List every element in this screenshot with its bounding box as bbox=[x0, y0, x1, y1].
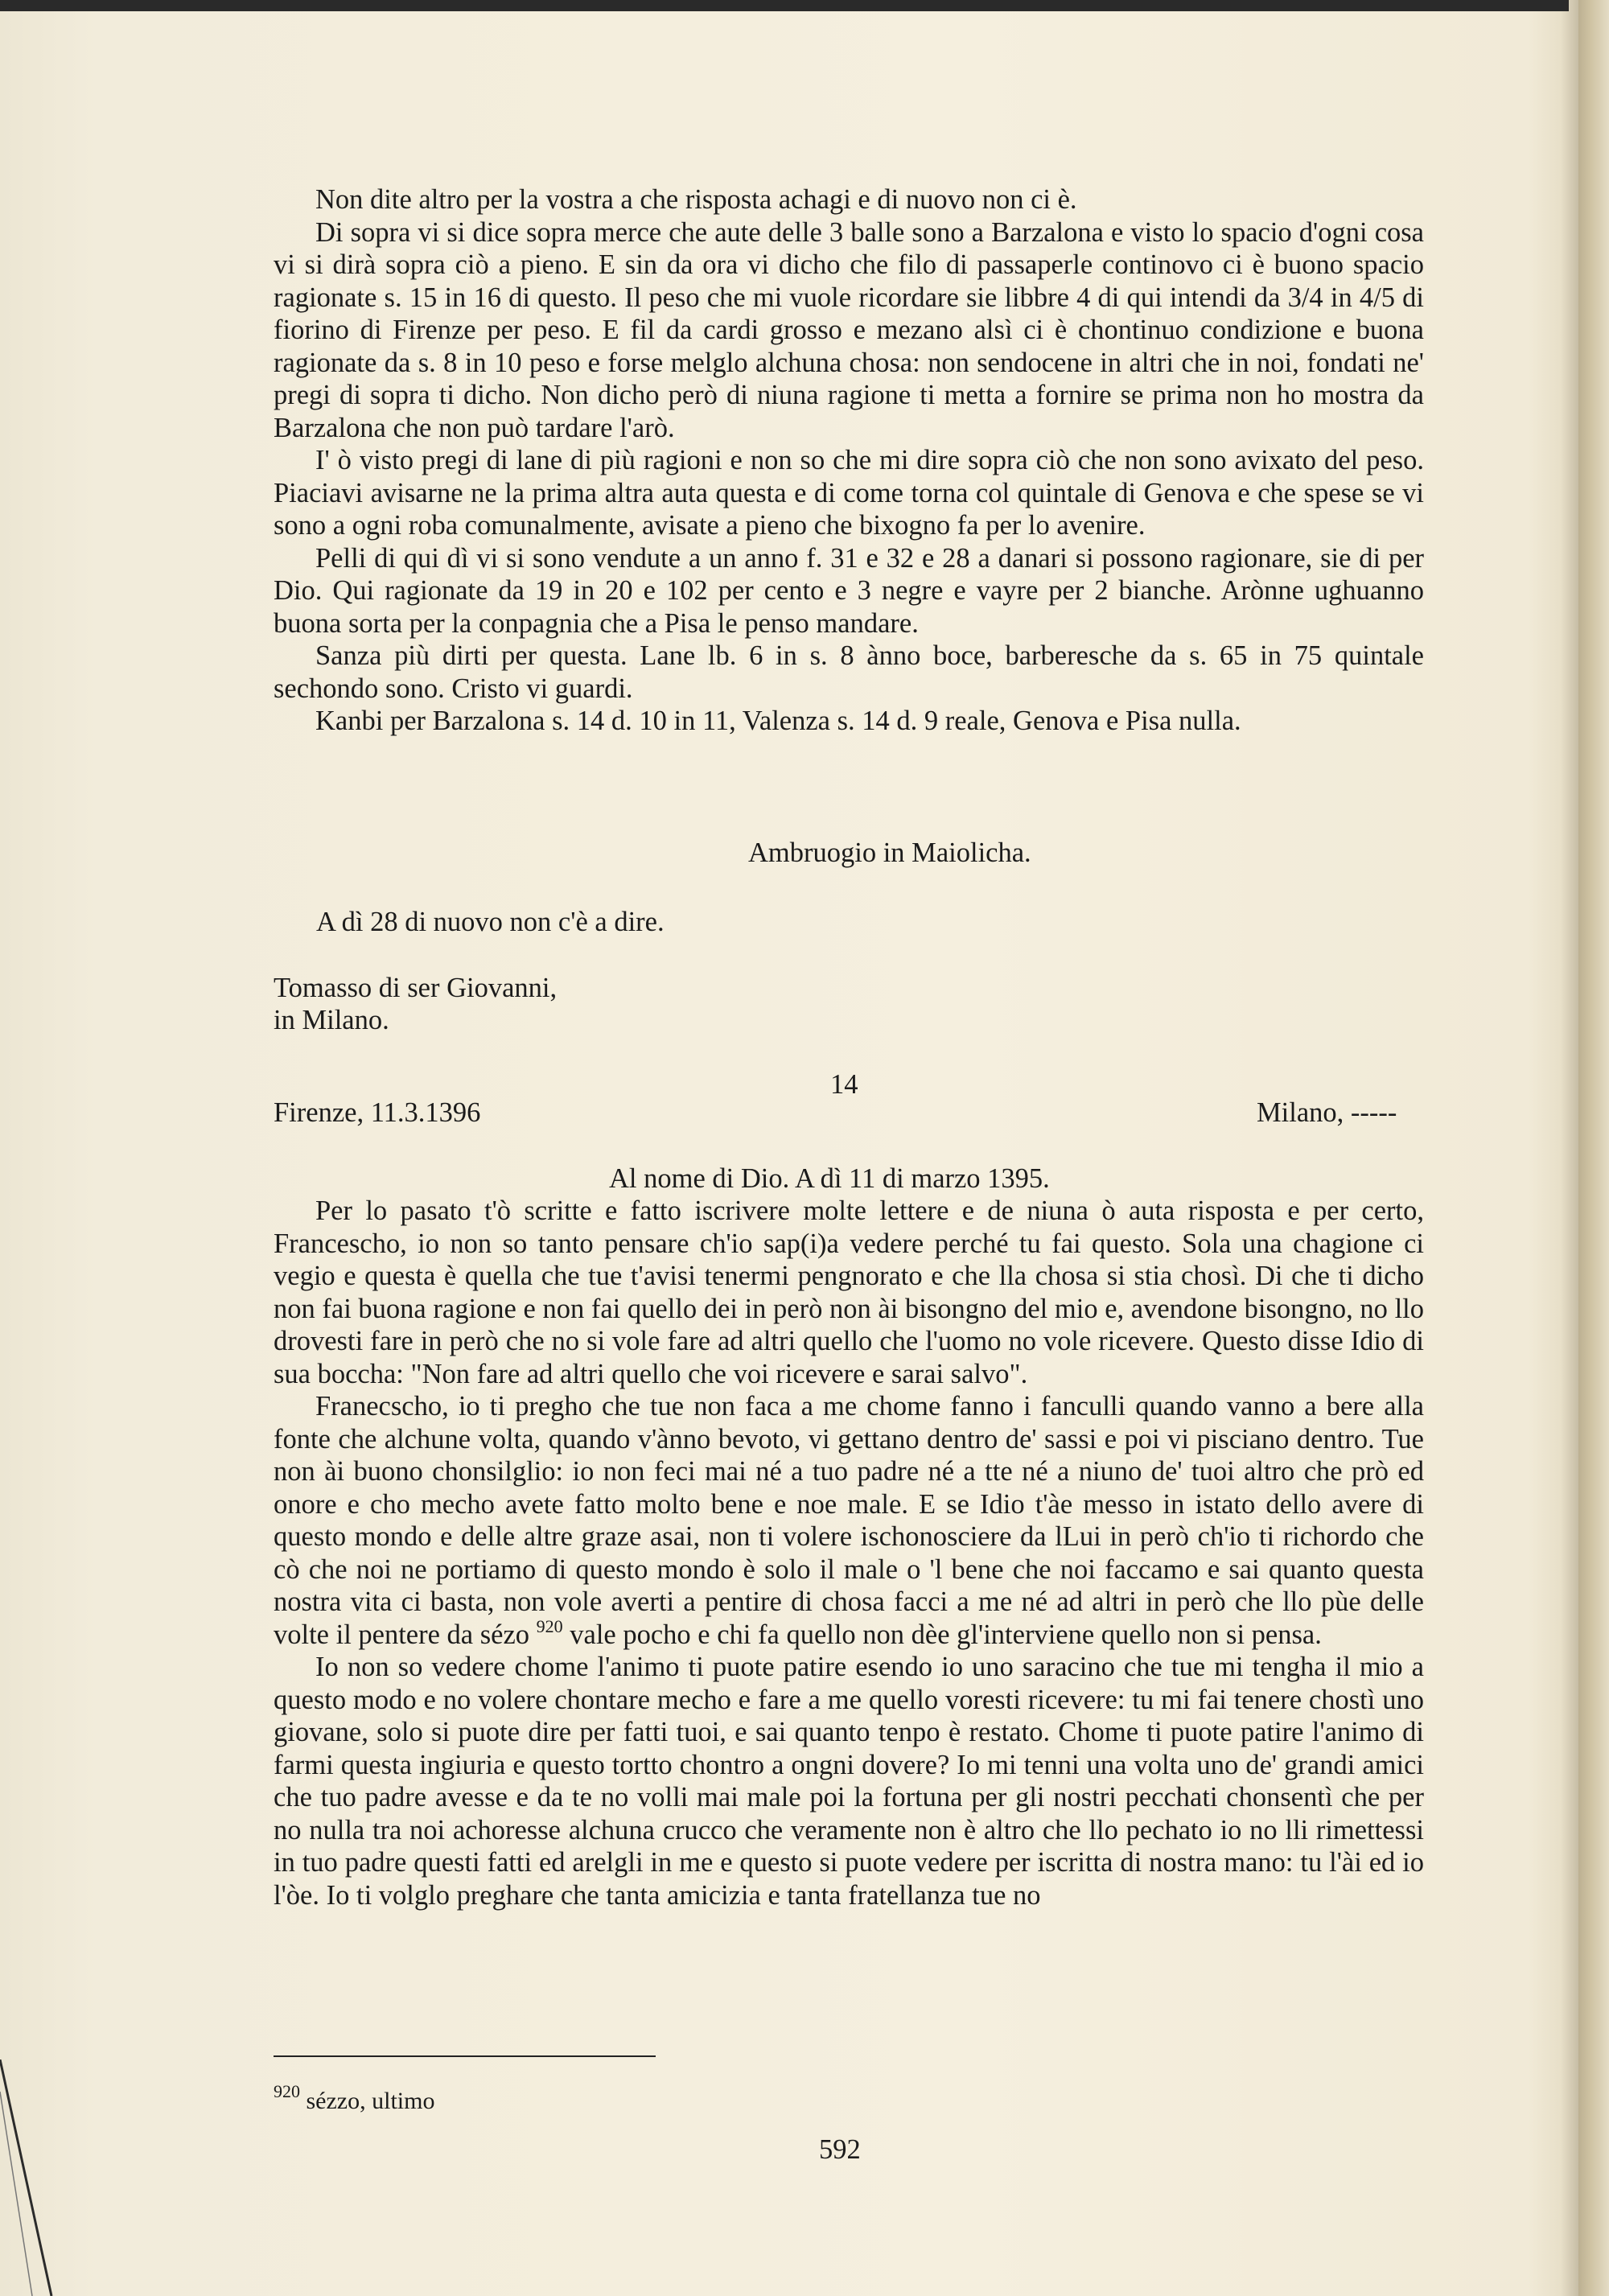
destination: Milano, ----- bbox=[1257, 1097, 1397, 1128]
footnote-ref: 920 bbox=[536, 1615, 563, 1636]
paragraph: Pelli di qui dì vi si sono vendute a un anno f. 31 e 32 e 28 a danari si possono ragionare, sie di per Dio. Qui ragionate da 19 in 20 e 102 per cento e 3 negre e vayre per 2 bianche. Arònne ughuanno buona sorta per la conpagnia che a Pisa le penso mandare. bbox=[274, 542, 1424, 639]
scan-top-edge bbox=[0, 0, 1569, 11]
footnote-rule bbox=[274, 2055, 656, 2057]
invocation: Al nome di Dio. A dì 11 di marzo 1395. bbox=[609, 1163, 1050, 1194]
letter-14-body bbox=[274, 1195, 1424, 1911]
paragraph: Io non so vedere chome l'animo ti puote patire esendo io uno saracino che tue mi tengha il mio a questo modo e no volere chontare mecho e fare a me quello voresti ricevere: tu mi fai tenere chostì uno giovane, solo si puote dire per fatti tuoi, e sai quanto tenpo è restato. Chome ti puote patire l'animo di farmi questa ingiuria e questo tortto chontro a ongni dovere? Io mi tenni una volta uno de' grandi amici che tuo padre avesse e da te no volli mai male poi la fortuna per gli nostri pecchati chonsentì che per no nulla tra noi achoresse alchuna crucco che veramente non è altro che llo pechato io no lli rimettessi in tuo padre questi fatti ed arelgli in me e questo si puote vedere per iscritta di nostra mano: tu l'ài ed io l'òe. Io ti volglo preghare che tanta amicizia e tanta fratellanza tue no bbox=[274, 1652, 1424, 1911]
paragraph-text: vale pocho e chi fa quello non dèe gl'interviene quello non si pensa. bbox=[562, 1619, 1322, 1650]
adjacent-page-edge bbox=[1578, 0, 1609, 2296]
place-date: Firenze, 11.3.1396 bbox=[274, 1097, 481, 1128]
paragraph: Non dite altro per la vostra a che risposta achagi e di nuovo non ci è. bbox=[315, 184, 1077, 215]
paragraph: Sanza più dirti per questa. Lane lb. 6 in s. 8 ànno boce, barberesche da s. 65 in 75 quintale sechondo sono. Cristo vi guardi. bbox=[274, 640, 1424, 704]
postscript: A dì 28 di nuovo non c'è a dire. bbox=[316, 907, 665, 937]
page-number: 592 bbox=[819, 2134, 861, 2165]
footnote bbox=[274, 2081, 435, 2117]
address-line: Tomasso di ser Giovanni, bbox=[274, 973, 558, 1003]
paragraph: I' ò visto pregi di lane di più ragioni e non so che mi dire sopra ciò che non sono avixato del peso. Piaciavi avisarne ne la prima altra auta questa e di come torna col quintale di Genova e che spese se vi sono a ogni roba comunalmente, avisate a pieno che bixogno fa per lo avenire. bbox=[274, 445, 1424, 541]
footnote-text: sézzo, ultimo bbox=[300, 2088, 435, 2114]
paragraph: Di sopra vi si dice sopra merce che aute delle 3 balle sono a Barzalona e visto lo spacio d'ogni cosa vi si dirà sopra ciò a pieno. E sin da ora vi dicho che filo di passaperle continovo ci è buono spacio ragionate s. 15 in 16 di questo. Il peso che mi vuole ricordare sie libbre 4 di qui intendi da 3/4 in 4/5 di fiorino di Firenze per peso. E fil da cardi grosso e mezano alsì ci è chontinuo condizione e buona ragionate da s. 8 in 10 peso e forse melglo alchuna chosa: non sendocene in altri che in noi, fondati ne' pregi di sopra ti dicho. Non dicho però di niuna ragione ti metta a fornire se prima non ho mostra da Barzalona che non può tardare l'arò. bbox=[274, 216, 1424, 443]
letter-number: 14 bbox=[830, 1069, 858, 1100]
footnote-number: 920 bbox=[274, 2081, 300, 2101]
paragraph bbox=[274, 1390, 1424, 1651]
page-gutter-shadow bbox=[1561, 0, 1580, 2296]
paragraph-text: Franecscho, io ti pregho che tue non faca a me chome fanno i fanculli quando vanno a bere alla fonte che alchune volta, quando v'ànno bevoto, vi gettano dentro de' sassi e poi vi pisciano dentro. Tue non ài buono chonsilglio: io non feci mai né a tuo padre né a tte né a niuno de' tuoi altro che prò ed onore e cho mecho avete fatto molto bene e noe male. E se Idio t'àe messo in istato dello avere di questo mondo e delle altre graze asai, non ti volere ischonosciere da lLui in però ch'io ti richordo che cò che noi ne portiamo di questo mondo è solo il male o 'l bene che noi faccamo e sai quanto questa nostra vita ci basta, non vole averti a pentire di chosa facci a me né ad altri in però che llo pùe delle volte il pentere da sézo bbox=[274, 1391, 1424, 1650]
page-corner-fold bbox=[0, 2059, 56, 2296]
paragraph: Per lo pasato t'ò scritte e fatto iscrivere molte lettere e de niuna ò auta risposta e per certo, Franceschо, io non so tanto pensare ch'io sap(i)a vedere perché tu fai questo. Sola una chagione ci vegio e questa è quella che tue t'avisi tenermi pengnorato e che lla chosa si stia chosì. Di che ti dicho non fai buona ragione e non fai quello dei in però non ài bisongno del mio e, avendone bisongno, no llo drovesti fare in però che no si vole fare ad altri quello che l'uomo no vole ricevere. Questo disse Idio di sua boccha: "Non fare ad altri quello che voi ricevere e sarai salvo". bbox=[274, 1195, 1424, 1389]
signature: Ambruogio in Maiolicha. bbox=[748, 837, 1031, 868]
letter-13-body bbox=[274, 183, 1424, 738]
paragraph: Kanbi per Barzalona s. 14 d. 10 in 11, Valenza s. 14 d. 9 reale, Genova e Pisa nulla. bbox=[315, 706, 1241, 736]
address-line: in Milano. bbox=[274, 1005, 389, 1035]
